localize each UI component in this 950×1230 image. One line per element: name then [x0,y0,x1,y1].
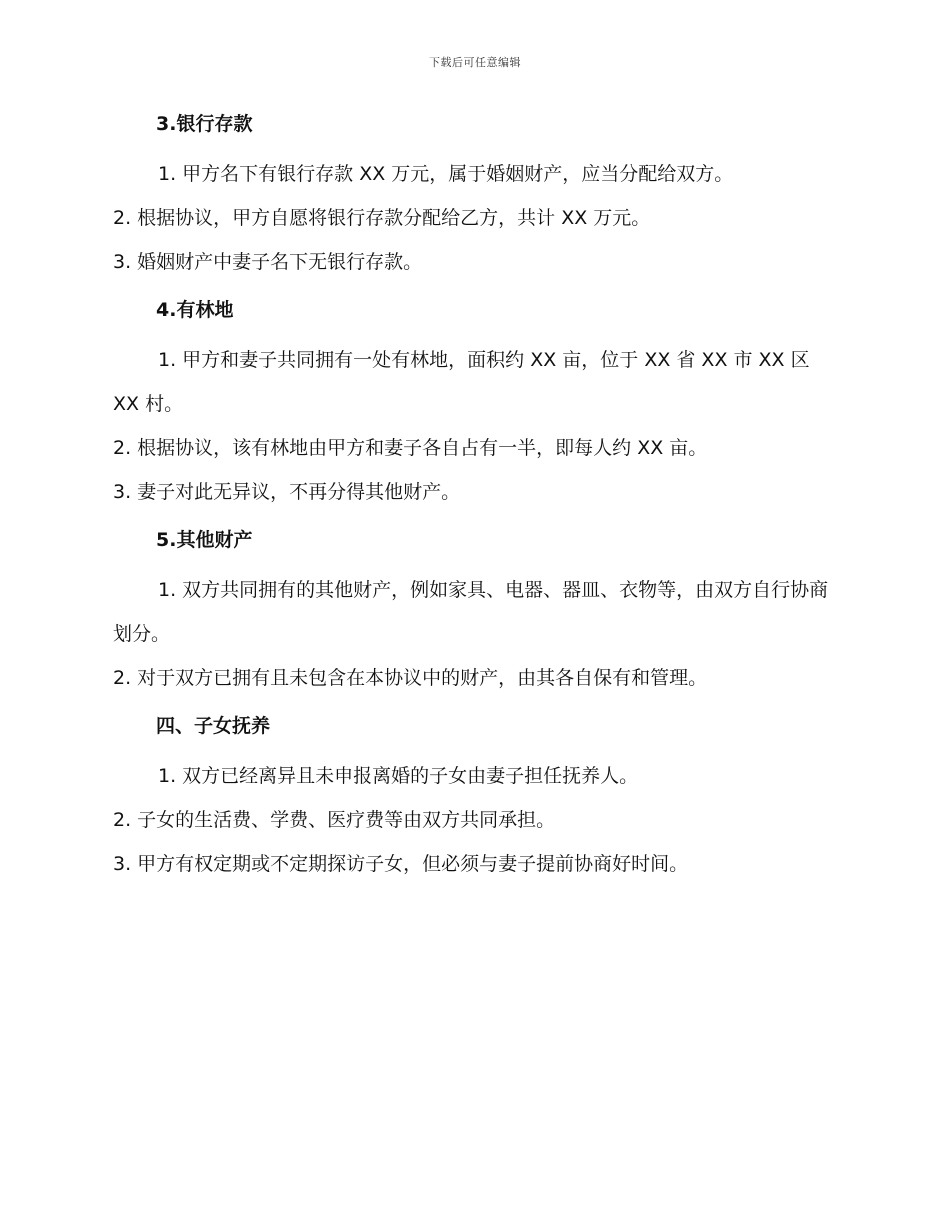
document-body [113,110,841,886]
section-heading-other-property: 5.其他财产 [156,529,253,551]
paragraph: 1. 双方已经离异且未申报离婚的子女由妻子担任抚养人。 [158,765,639,787]
section-heading-bank-deposits: 3.银行存款 [156,113,253,135]
paragraph: 2. 对于双方已拥有且未包含在本协议中的财产，由其各自保有和管理。 [113,667,708,689]
paragraph: 2. 根据协议，甲方自愿将银行存款分配给乙方，共计 XX 万元。 [113,207,651,229]
paragraph: 2. 根据协议，该有林地由甲方和妻子各自占有一半，即每人约 XX 亩。 [113,437,708,459]
paragraph: 1. 双方共同拥有的其他财产，例如家具、电器、器皿、衣物等，由双方自行协商划分。 [113,579,829,645]
paragraph: 1. 甲方名下有银行存款 XX 万元，属于婚姻财产，应当分配给双方。 [158,163,734,185]
section-heading-forest-land: 4.有林地 [156,299,234,321]
page-header: 下载后可任意编辑 [429,56,521,69]
section-heading-child-custody: 四、子女抚养 [156,715,271,737]
paragraph: 3. 婚姻财产中妻子名下无银行存款。 [113,251,423,273]
paragraph: 3. 甲方有权定期或不定期探访子女，但必须与妻子提前协商好时间。 [113,853,689,875]
paragraph: 2. 子女的生活费、学费、医疗费等由双方共同承担。 [113,809,556,831]
paragraph: 3. 妻子对此无异议，不再分得其他财产。 [113,481,461,503]
paragraph: 1. 甲方和妻子共同拥有一处有林地，面积约 XX 亩，位于 XX 省 XX 市 XX 区 XX 村。 [113,349,810,415]
